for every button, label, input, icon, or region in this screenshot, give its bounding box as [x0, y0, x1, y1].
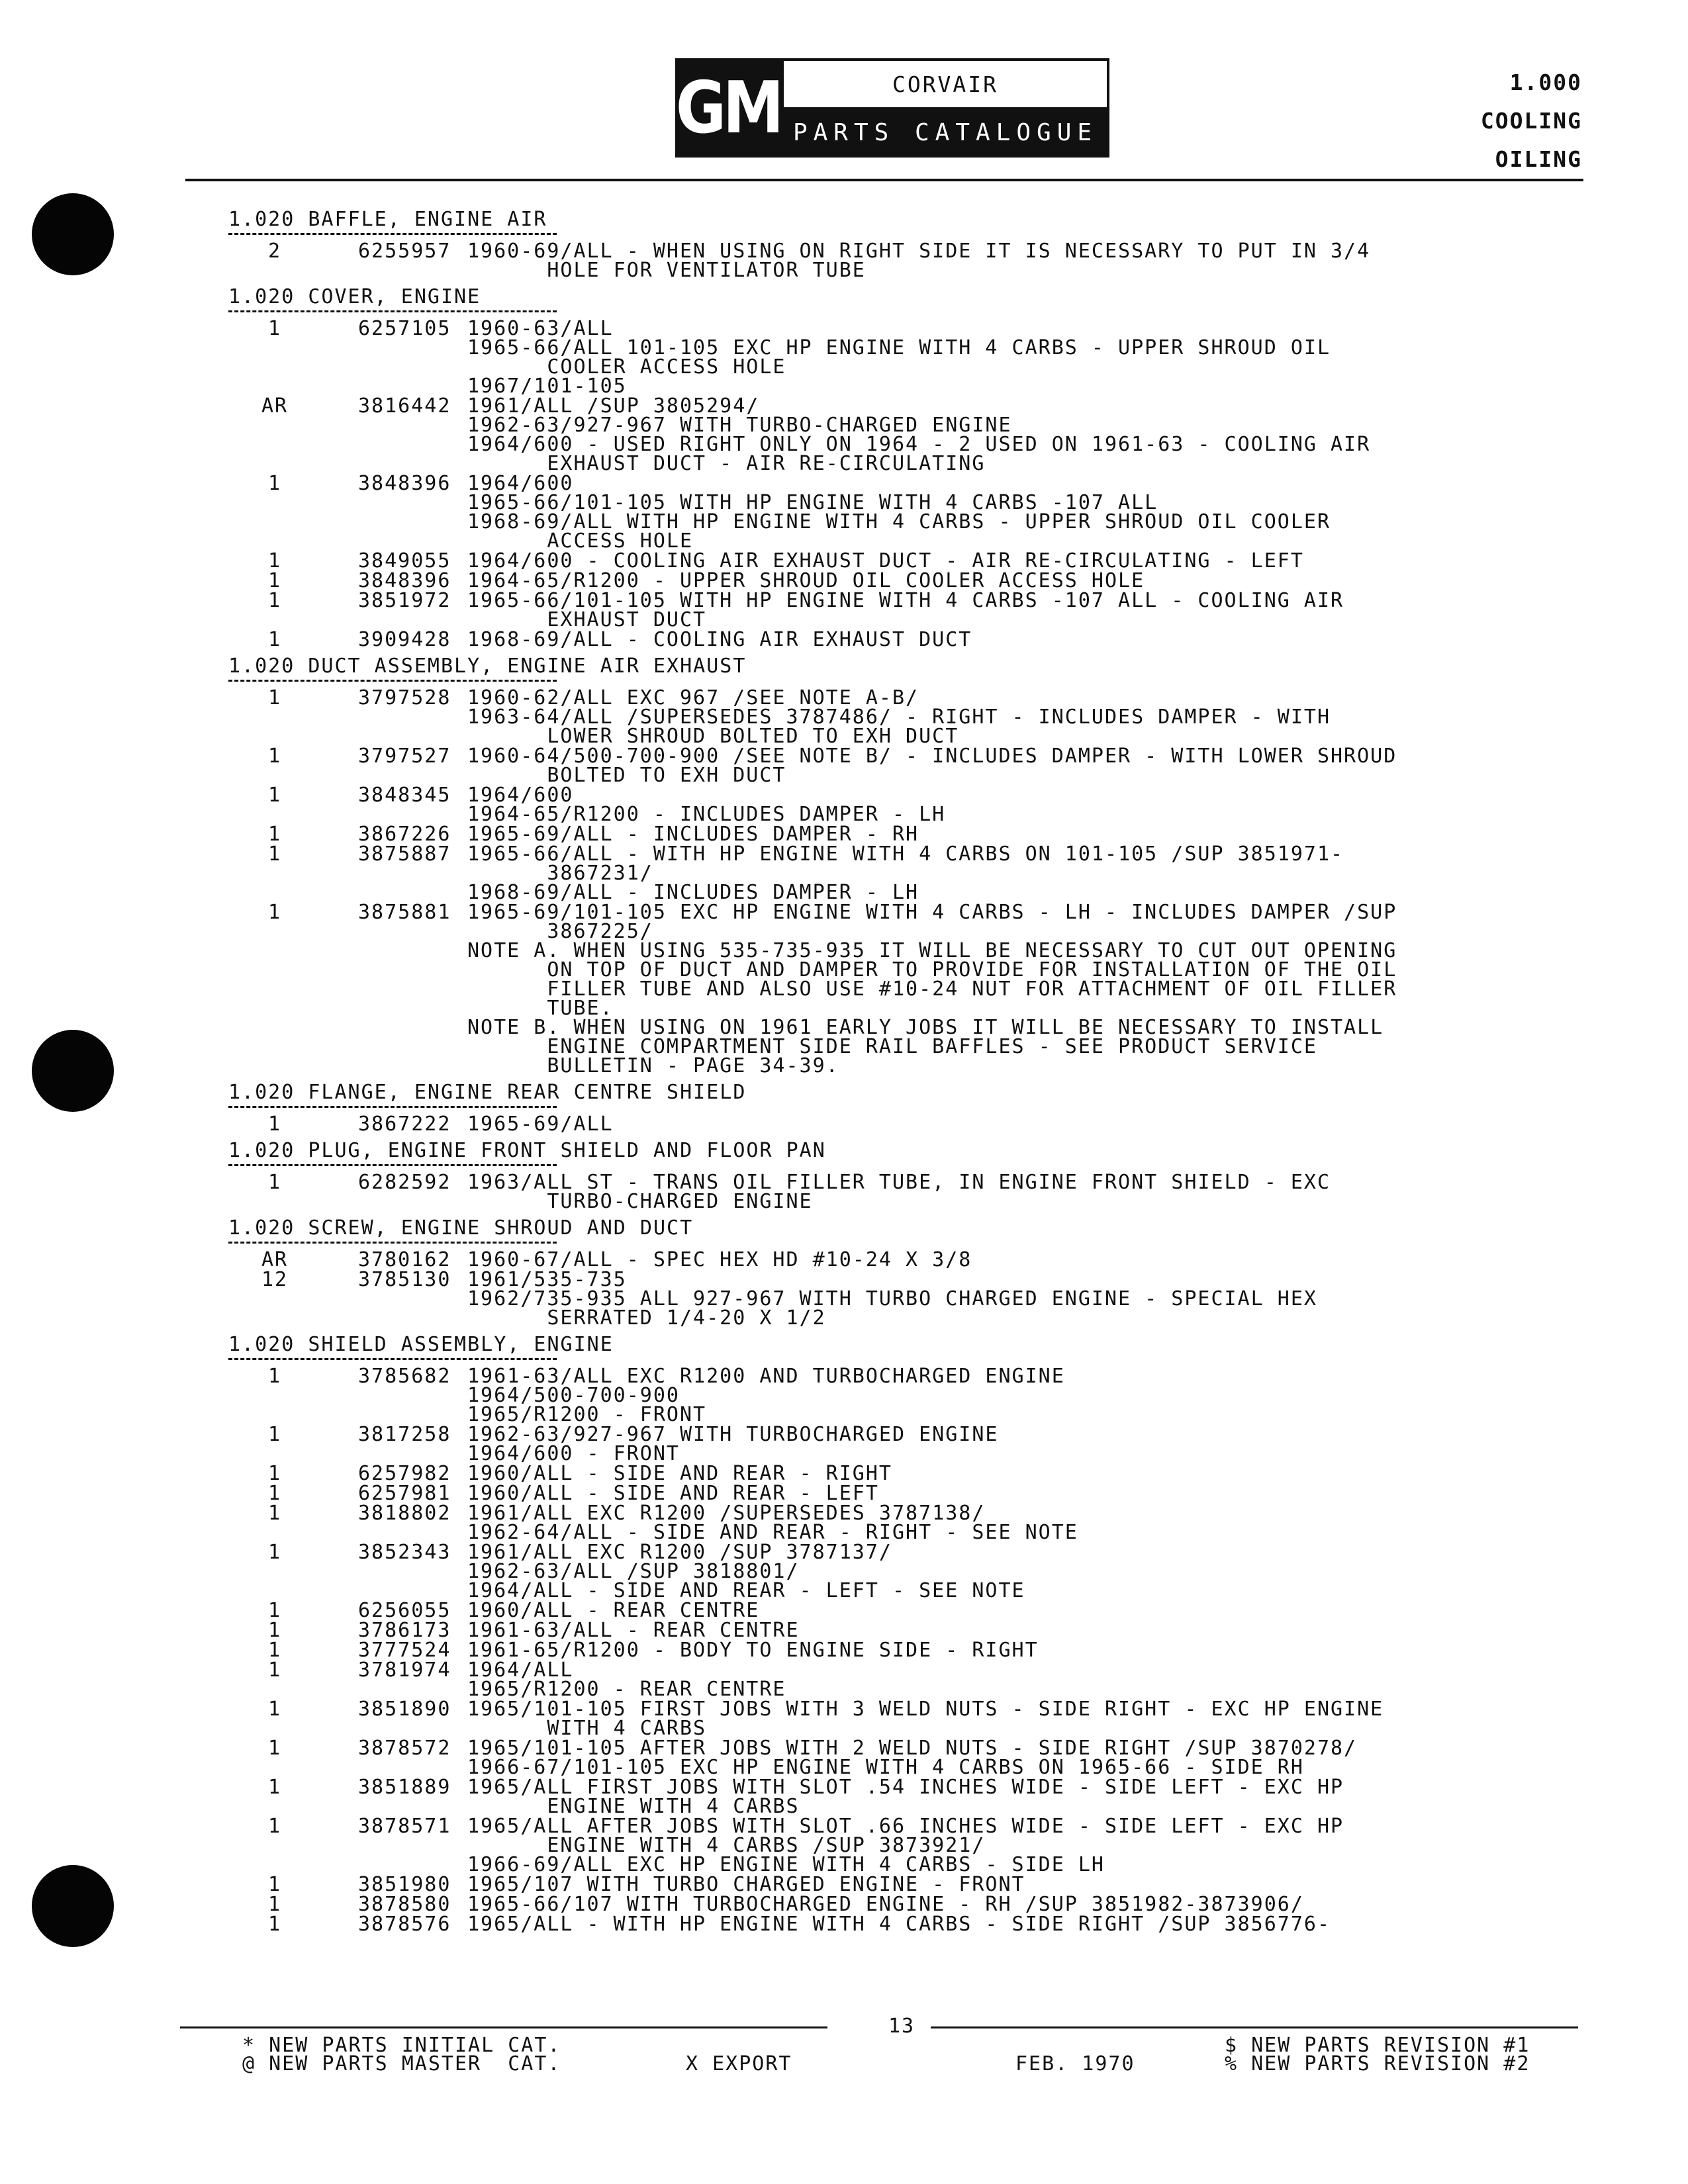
part-entry	[228, 1739, 1592, 1777]
legend-initial-cat: * NEW PARTS INITIAL CAT.	[242, 2034, 561, 2057]
part-description	[467, 1270, 1592, 1328]
part-number: 3849055	[358, 549, 451, 572]
description-line: 1964-65/R1200 - INCLUDES DAMPER - LH	[467, 803, 946, 826]
description-line: 1964/600	[467, 784, 574, 807]
part-quantity: 1	[267, 823, 282, 846]
description-line: ENGINE COMPARTMENT SIDE RAIL BAFFLES - SEE PRODUCT SERVICE	[467, 1035, 1317, 1058]
part-quantity: 1	[267, 1599, 282, 1622]
part-description	[467, 786, 1592, 824]
binder-hole-top	[32, 193, 114, 275]
description-line: ON TOP OF DUCT AND DAMPER TO PROVIDE FOR INSTALLATION OF THE OIL	[467, 958, 1397, 981]
description-line: 1965/R1200 - REAR CENTRE	[467, 1678, 786, 1701]
description-line: ENGINE WITH 4 CARBS	[467, 1795, 800, 1818]
part-description	[467, 1641, 1592, 1660]
description-line: ENGINE WITH 4 CARBS /SUP 3873921/	[467, 1834, 986, 1857]
part-entry	[228, 747, 1592, 785]
legend-export: X EXPORT	[686, 2052, 792, 2075]
description-line: 1960-64/500-700-900 /SEE NOTE B/ - INCLUDES DAMPER - WITH LOWER SHROUD	[467, 745, 1397, 768]
description-line: 1962/735-935 ALL 927-967 WITH TURBO CHARGED ENGINE - SPECIAL HEX	[467, 1287, 1317, 1310]
part-entry	[228, 396, 1592, 473]
part-description	[467, 688, 1592, 746]
catalogue-section	[228, 287, 1592, 649]
section-underline	[228, 680, 557, 682]
part-entry	[228, 903, 1592, 1075]
group-name-1: COOLING	[1480, 108, 1582, 134]
part-description	[467, 1464, 1592, 1483]
description-line: 1965/101-105 FIRST JOBS WITH 3 WELD NUTS - SIDE RIGHT - EXC HP ENGINE	[467, 1698, 1384, 1721]
description-line: 1962-64/ALL - SIDE AND REAR - RIGHT - SEE NOTE	[467, 1521, 1078, 1544]
part-entry	[228, 1895, 1592, 1914]
description-line: 1965/ALL FIRST JOBS WITH SLOT .54 INCHES WIDE - SIDE LEFT - EXC HP	[467, 1776, 1344, 1799]
part-quantity: 1	[267, 1462, 282, 1485]
description-line: WITH 4 CARBS	[467, 1717, 707, 1740]
section-title: 1.020 COVER, ENGINE	[228, 285, 481, 308]
part-description	[467, 1425, 1592, 1463]
group-name-2: OILING	[1495, 146, 1582, 172]
part-entry	[228, 1250, 1592, 1269]
part-description	[467, 1601, 1592, 1620]
part-entry	[228, 1115, 1592, 1134]
group-number: 1.000	[1509, 69, 1582, 95]
description-line: 1966-69/ALL EXC HP ENGINE WITH 4 CARBS - SIDE LH	[467, 1853, 1105, 1876]
part-number: 3785130	[358, 1268, 451, 1291]
part-number: 3786173	[358, 1619, 451, 1642]
part-number: 3797527	[358, 745, 451, 768]
section-title: 1.020 FLANGE, ENGINE REAR CENTRE SHIELD	[228, 1081, 747, 1104]
part-quantity: 1	[267, 901, 282, 924]
part-number: 3867222	[358, 1113, 451, 1136]
parts-listing	[228, 203, 1592, 1934]
part-description	[467, 1367, 1592, 1424]
part-description	[467, 825, 1592, 844]
part-description	[467, 1875, 1592, 1894]
footer-rule-right	[931, 2026, 1578, 2028]
part-quantity: 1	[267, 1873, 282, 1896]
binder-hole-middle	[32, 1030, 114, 1112]
description-line: 1960-62/ALL EXC 967 /SEE NOTE A-B/	[467, 686, 919, 709]
description-line: 3867231/	[467, 862, 653, 885]
description-line: 1965-69/ALL	[467, 1113, 614, 1136]
part-description	[467, 903, 1592, 1075]
part-quantity: 1	[267, 842, 282, 866]
description-line: 1965/101-105 AFTER JOBS WITH 2 WELD NUTS - SIDE RIGHT /SUP 3870278/	[467, 1737, 1358, 1760]
catalogue-section	[228, 1140, 1592, 1211]
part-entry	[228, 1700, 1592, 1738]
part-number: 6282592	[358, 1171, 451, 1194]
part-number: 3851889	[358, 1776, 451, 1799]
section-underline	[228, 1358, 557, 1360]
part-entry	[228, 1817, 1592, 1874]
part-description	[467, 571, 1592, 590]
part-quantity: 1	[267, 1893, 282, 1916]
part-description	[467, 1173, 1592, 1211]
part-description	[467, 1915, 1592, 1934]
part-description	[467, 844, 1592, 902]
part-description	[467, 1621, 1592, 1640]
part-entry	[228, 1484, 1592, 1503]
part-quantity: 1	[267, 1659, 282, 1682]
section-underline	[228, 233, 557, 235]
part-number: 3851890	[358, 1698, 451, 1721]
description-line: EXHAUST DUCT - AIR RE-CIRCULATING	[467, 452, 986, 475]
description-line: COOLER ACCESS HOLE	[467, 355, 786, 379]
description-line: 1967/101-105	[467, 375, 627, 398]
catalogue-title: CORVAIR	[784, 61, 1107, 107]
description-line: 1960/ALL - SIDE AND REAR - LEFT	[467, 1482, 879, 1505]
part-quantity: 1	[267, 589, 282, 612]
gm-logo-text: GM	[675, 66, 781, 150]
part-number: 3875881	[358, 901, 451, 924]
description-line: 1964/600 - FRONT	[467, 1442, 680, 1465]
part-description	[467, 747, 1592, 785]
description-line: 1964/600 - USED RIGHT ONLY ON 1964 - 2 USED ON 1961-63 - COOLING AIR	[467, 433, 1371, 456]
part-quantity: 1	[267, 1423, 282, 1446]
part-number: 3848396	[358, 472, 451, 495]
part-number: 3780162	[358, 1248, 451, 1271]
description-line: 1965-69/101-105 EXC HP ENGINE WITH 4 CARBS - LH - INCLUDES DAMPER /SUP	[467, 901, 1397, 924]
part-number: 3851972	[358, 589, 451, 612]
description-line: 1965/ALL AFTER JOBS WITH SLOT .66 INCHES WIDE - SIDE LEFT - EXC HP	[467, 1815, 1344, 1838]
part-quantity: 1	[267, 317, 282, 340]
part-entry	[228, 786, 1592, 824]
part-number: 3878576	[358, 1913, 451, 1936]
description-line: 1961-63/ALL EXC R1200 AND TURBOCHARGED ENGINE	[467, 1365, 1065, 1388]
section-title: 1.020 SHIELD ASSEMBLY, ENGINE	[228, 1333, 614, 1356]
part-quantity: 1	[267, 1737, 282, 1760]
part-quantity: 2	[267, 240, 282, 263]
part-number: 3848396	[358, 569, 451, 592]
section-underline	[228, 1164, 557, 1166]
part-number: 3875887	[358, 842, 451, 866]
part-entry	[228, 1173, 1592, 1211]
part-description	[467, 1817, 1592, 1874]
part-description	[467, 1739, 1592, 1777]
part-description	[467, 1504, 1592, 1542]
section-underline	[228, 310, 557, 312]
part-description	[467, 396, 1592, 473]
part-number: 6255957	[358, 240, 451, 263]
section-underline	[228, 1242, 557, 1244]
part-description	[467, 591, 1592, 629]
catalogue-date: FEB. 1970	[1015, 2052, 1135, 2075]
catalogue-section	[228, 656, 1592, 1075]
description-line: 1960-69/ALL - WHEN USING ON RIGHT SIDE IT IS NECESSARY TO PUT IN 3/4	[467, 240, 1371, 263]
part-number: 6257981	[358, 1482, 451, 1505]
part-description	[467, 319, 1592, 396]
part-quantity: 1	[267, 1365, 282, 1388]
part-number: 3781974	[358, 1659, 451, 1682]
description-line: 1965/107 WITH TURBO CHARGED ENGINE - FRONT	[467, 1873, 1025, 1896]
catalogue-section	[228, 209, 1592, 280]
part-quantity: 1	[267, 1541, 282, 1564]
description-line: 1964/ALL	[467, 1659, 574, 1682]
part-quantity: 1	[267, 1113, 282, 1136]
part-entry	[228, 1875, 1592, 1894]
description-line: 1965-66/101-105 WITH HP ENGINE WITH 4 CARBS -107 ALL - COOLING AIR	[467, 589, 1344, 612]
header-rule	[185, 179, 1583, 181]
description-line: 1968-69/ALL - COOLING AIR EXHAUST DUCT	[467, 628, 972, 651]
description-line: 1963/ALL ST - TRANS OIL FILLER TUBE, IN ENGINE FRONT SHIELD - EXC	[467, 1171, 1331, 1194]
catalogue-section	[228, 1218, 1592, 1328]
description-line: FILLER TUBE AND ALSO USE #10-24 NUT FOR ATTACHMENT OF OIL FILLER	[467, 978, 1397, 1001]
description-line: 1961-65/R1200 - BODY TO ENGINE SIDE - RIGHT	[467, 1639, 1039, 1662]
binder-hole-bottom	[32, 1865, 114, 1947]
catalogue-title-box	[781, 58, 1109, 158]
part-quantity: 1	[267, 1776, 282, 1799]
part-number: 3867226	[358, 823, 451, 846]
description-line: 1964/600	[467, 472, 574, 495]
part-entry	[228, 1543, 1592, 1600]
description-line: SERRATED 1/4-20 X 1/2	[467, 1306, 826, 1330]
part-description	[467, 551, 1592, 570]
part-entry	[228, 1601, 1592, 1620]
part-number: 3785682	[358, 1365, 451, 1388]
part-entry	[228, 591, 1592, 629]
description-line: 1964-65/R1200 - UPPER SHROUD OIL COOLER ACCESS HOLE	[467, 569, 1145, 592]
part-entry	[228, 688, 1592, 746]
part-entry	[228, 1270, 1592, 1328]
part-quantity: 1	[267, 472, 282, 495]
part-number: 3878571	[358, 1815, 451, 1838]
description-line: TUBE.	[467, 997, 614, 1020]
description-line: 1966-67/101-105 EXC HP ENGINE WITH 4 CARBS ON 1965-66 - SIDE RH	[467, 1756, 1304, 1779]
description-line: 1965-66/ALL 101-105 EXC HP ENGINE WITH 4 CARBS - UPPER SHROUD OIL	[467, 336, 1331, 359]
part-entry	[228, 1661, 1592, 1699]
part-description	[467, 474, 1592, 551]
part-entry	[228, 474, 1592, 551]
part-number: 3851980	[358, 1873, 451, 1896]
gm-logo	[675, 58, 781, 158]
part-quantity: 1	[267, 1171, 282, 1194]
description-line: EXHAUST DUCT	[467, 608, 707, 631]
part-quantity: 1	[267, 784, 282, 807]
part-quantity: 1	[267, 628, 282, 651]
description-line: 1962-63/ALL /SUP 3818801/	[467, 1560, 800, 1583]
part-description	[467, 1700, 1592, 1738]
description-line: 1960-63/ALL	[467, 317, 614, 340]
part-entry	[228, 1425, 1592, 1463]
section-title: 1.020 BAFFLE, ENGINE AIR	[228, 208, 547, 231]
part-entry	[228, 1641, 1592, 1660]
description-line: 1963-64/ALL /SUPERSEDES 3787486/ - RIGHT - INCLUDES DAMPER - WITH	[467, 705, 1331, 729]
catalogue-section	[228, 1082, 1592, 1134]
description-line: 1965/ALL - WITH HP ENGINE WITH 4 CARBS - SIDE RIGHT /SUP 3856776-	[467, 1913, 1331, 1936]
page-number: 13	[888, 2015, 915, 2038]
description-line: 1961/ALL EXC R1200 /SUPERSEDES 3787138/	[467, 1502, 986, 1525]
part-entry	[228, 319, 1592, 396]
part-entry	[228, 630, 1592, 649]
part-description	[467, 1484, 1592, 1503]
part-quantity: 1	[267, 1815, 282, 1838]
part-entry	[228, 551, 1592, 570]
description-line: 1961/ALL EXC R1200 /SUP 3787137/	[467, 1541, 892, 1564]
part-quantity: 1	[267, 1913, 282, 1936]
description-line: 1965-66/107 WITH TURBOCHARGED ENGINE - RH /SUP 3851982-3873906/	[467, 1893, 1304, 1916]
part-entry	[228, 1504, 1592, 1542]
part-entry	[228, 825, 1592, 844]
description-line: 1961/ALL /SUP 3805294/	[467, 394, 760, 418]
part-quantity: 1	[267, 1482, 282, 1505]
section-title: 1.020 DUCT ASSEMBLY, ENGINE AIR EXHAUST	[228, 655, 747, 678]
description-line: 1961/535-735	[467, 1268, 627, 1291]
description-line: 1960-67/ALL - SPEC HEX HD #10-24 X 3/8	[467, 1248, 972, 1271]
part-entry	[228, 571, 1592, 590]
part-quantity: 1	[267, 1502, 282, 1525]
legend-revision-1: $ NEW PARTS REVISION #1	[1225, 2034, 1530, 2057]
part-entry	[228, 1621, 1592, 1640]
description-line: 1964/ALL - SIDE AND REAR - LEFT - SEE NOTE	[467, 1579, 1025, 1602]
part-number: 3797528	[358, 686, 451, 709]
part-number: 6257105	[358, 317, 451, 340]
part-number: 3816442	[358, 394, 451, 418]
description-line: NOTE B. WHEN USING ON 1961 EARLY JOBS IT WILL BE NECESSARY TO INSTALL	[467, 1016, 1384, 1039]
part-number: 3878572	[358, 1737, 451, 1760]
description-line: 3867225/	[467, 920, 653, 943]
part-quantity: 1	[267, 1619, 282, 1642]
description-line: NOTE A. WHEN USING 535-735-935 IT WILL BE NECESSARY TO CUT OUT OPENING	[467, 939, 1397, 962]
description-line: 1960/ALL - REAR CENTRE	[467, 1599, 760, 1622]
description-line: 1964/500-700-900	[467, 1384, 680, 1407]
part-quantity: AR	[261, 394, 289, 418]
part-quantity: 1	[267, 1698, 282, 1721]
part-entry	[228, 1915, 1592, 1934]
section-title: 1.020 PLUG, ENGINE FRONT SHIELD AND FLOOR PAN	[228, 1139, 826, 1162]
group-heading	[1481, 64, 1582, 179]
part-description	[467, 1543, 1592, 1600]
description-line: TURBO-CHARGED ENGINE	[467, 1190, 813, 1213]
part-description	[467, 1778, 1592, 1816]
part-description	[467, 630, 1592, 649]
part-quantity: 1	[267, 1639, 282, 1662]
part-number: 6256055	[358, 1599, 451, 1622]
legend-master-cat: @ NEW PARTS MASTER CAT.	[242, 2052, 561, 2075]
part-number: 3817258	[358, 1423, 451, 1446]
description-line: 1965/R1200 - FRONT	[467, 1403, 707, 1426]
description-line: 1960/ALL - SIDE AND REAR - RIGHT	[467, 1462, 892, 1485]
part-number: 3852343	[358, 1541, 451, 1564]
part-entry	[228, 1778, 1592, 1816]
part-number: 3777524	[358, 1639, 451, 1662]
description-line: 1965-69/ALL - INCLUDES DAMPER - RH	[467, 823, 919, 846]
catalogue-section	[228, 1334, 1592, 1934]
part-description	[467, 1250, 1592, 1269]
description-line: BULLETIN - PAGE 34-39.	[467, 1054, 839, 1077]
part-entry	[228, 1464, 1592, 1483]
part-number: 3878580	[358, 1893, 451, 1916]
part-description	[467, 1661, 1592, 1699]
description-line: 1961-63/ALL - REAR CENTRE	[467, 1619, 800, 1642]
section-title: 1.020 SCREW, ENGINE SHROUD AND DUCT	[228, 1216, 694, 1240]
legend-revision-2: % NEW PARTS REVISION #2	[1225, 2052, 1530, 2075]
description-line: BOLTED TO EXH DUCT	[467, 764, 786, 787]
part-entry	[228, 844, 1592, 902]
catalogue-subtitle: PARTS CATALOGUE	[784, 107, 1107, 158]
description-line: 1962-63/927-967 WITH TURBO-CHARGED ENGINE	[467, 414, 1012, 437]
part-description	[467, 1895, 1592, 1914]
part-quantity: 12	[261, 1268, 289, 1291]
part-number: 3818802	[358, 1502, 451, 1525]
description-line: 1965-66/101-105 WITH HP ENGINE WITH 4 CARBS -107 ALL	[467, 491, 1158, 514]
part-quantity: 1	[267, 549, 282, 572]
part-number: 3848345	[358, 784, 451, 807]
description-line: LOWER SHROUD BOLTED TO EXH DUCT	[467, 725, 959, 748]
part-quantity: 1	[267, 686, 282, 709]
part-quantity: 1	[267, 745, 282, 768]
part-description	[467, 242, 1592, 280]
part-description	[467, 1115, 1592, 1134]
footer-rule-left	[180, 2026, 827, 2028]
section-underline	[228, 1106, 557, 1108]
description-line: 1962-63/927-967 WITH TURBOCHARGED ENGINE	[467, 1423, 999, 1446]
description-line: 1968-69/ALL WITH HP ENGINE WITH 4 CARBS - UPPER SHROUD OIL COOLER	[467, 510, 1331, 533]
description-line: 1964/600 - COOLING AIR EXHAUST DUCT - AIR RE-CIRCULATING - LEFT	[467, 549, 1304, 572]
part-number: 3909428	[358, 628, 451, 651]
description-line: 1965-66/ALL - WITH HP ENGINE WITH 4 CARBS ON 101-105 /SUP 3851971-	[467, 842, 1344, 866]
part-quantity: 1	[267, 569, 282, 592]
part-number: 6257982	[358, 1462, 451, 1485]
description-line: HOLE FOR VENTILATOR TUBE	[467, 259, 866, 282]
part-quantity: AR	[261, 1248, 289, 1271]
part-entry	[228, 242, 1592, 280]
description-line: ACCESS HOLE	[467, 529, 694, 553]
description-line: 1968-69/ALL - INCLUDES DAMPER - LH	[467, 881, 919, 904]
part-entry	[228, 1367, 1592, 1424]
